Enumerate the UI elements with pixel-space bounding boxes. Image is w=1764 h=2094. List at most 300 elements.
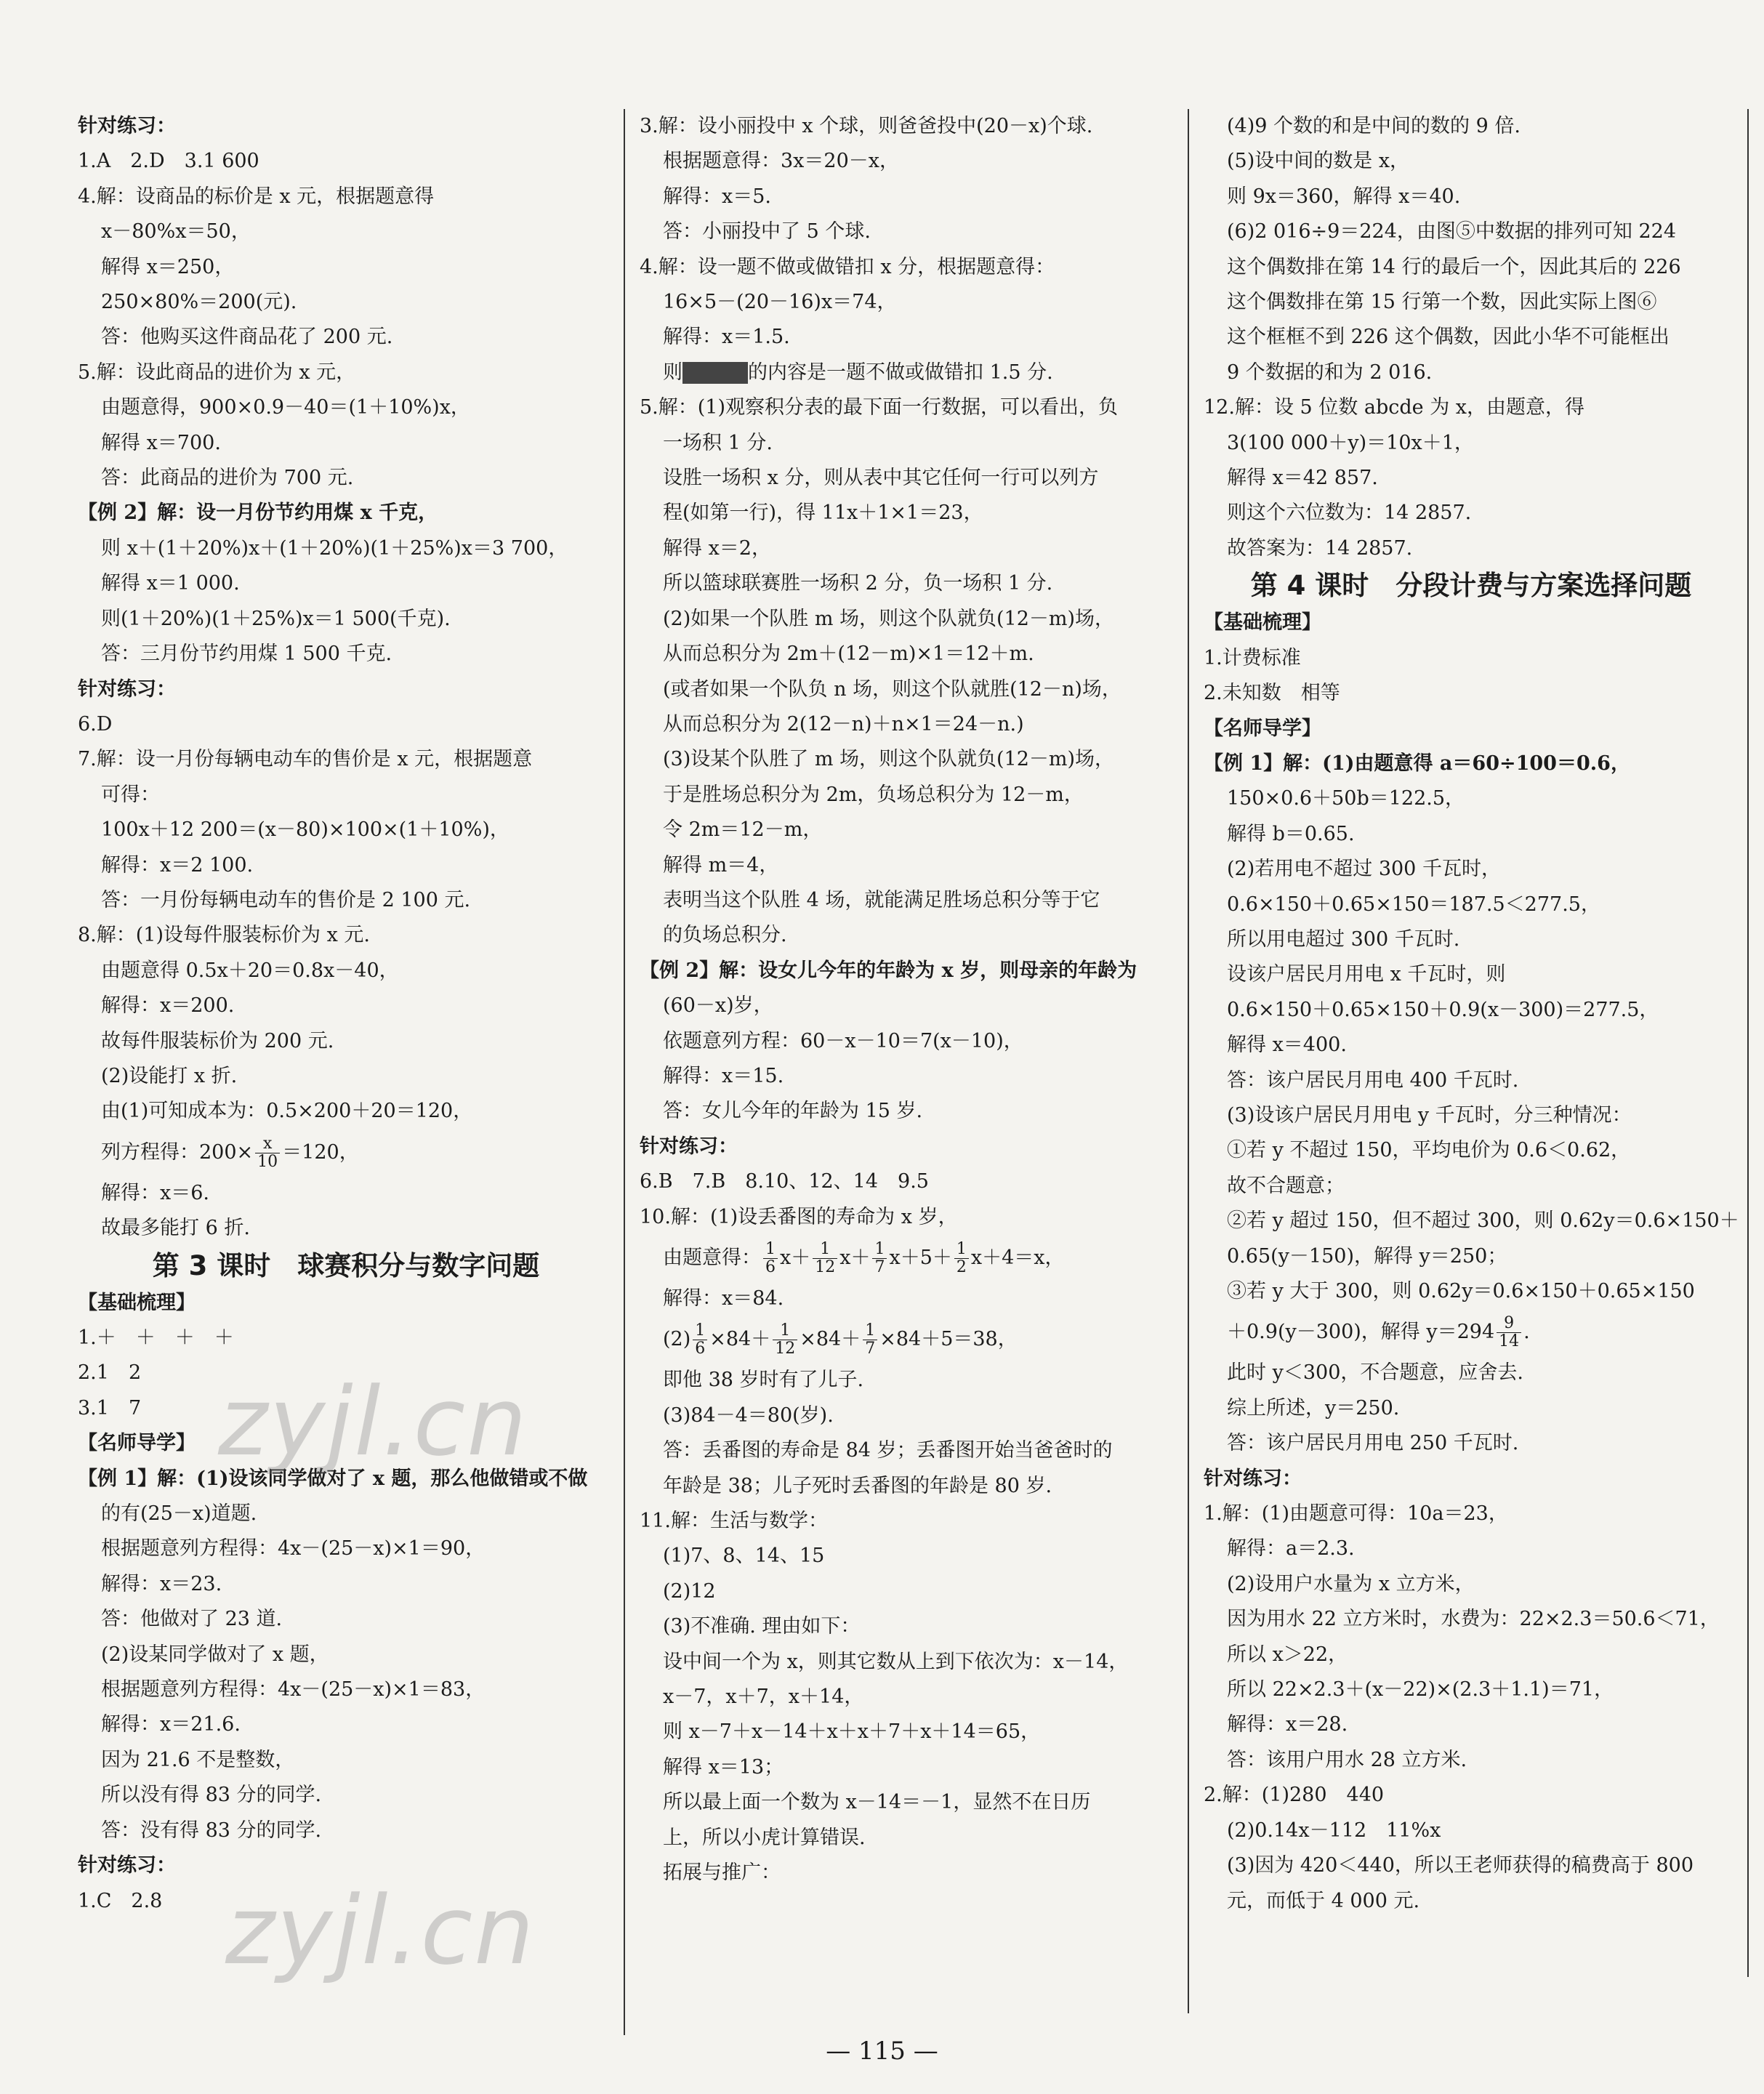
- text-line: [1204, 852, 1739, 887]
- text-segment: 拓展与推广：: [663, 1861, 781, 1885]
- text-line: [78, 602, 614, 637]
- text-segment: .: [1523, 1321, 1530, 1344]
- text-segment: 解得：x＝6.: [101, 1181, 209, 1204]
- text-segment: 故最多能打 6 折.: [101, 1217, 250, 1240]
- text-segment: 令 2m＝12－m，: [663, 818, 823, 842]
- text-segment: 1.A 2.D 3.1 600: [78, 150, 259, 173]
- text-line: [1204, 957, 1739, 992]
- text-segment: 解得：x＝21.6.: [101, 1713, 241, 1736]
- text-line: [78, 1059, 614, 1094]
- numerator: 1: [872, 1241, 887, 1259]
- text-line: [640, 390, 1176, 425]
- text-segment: 答：他购买这件商品花了 200 元.: [101, 326, 393, 349]
- text-segment: 【基础梳理】: [1204, 611, 1321, 635]
- text-segment: 解得：x＝15.: [663, 1064, 784, 1087]
- text-segment: 一场积 1 分.: [663, 431, 773, 454]
- text-line: [640, 1609, 1176, 1644]
- text-segment: 解得：x＝2 100.: [101, 853, 254, 877]
- text-segment: x－80%x＝50，: [101, 220, 251, 243]
- text-segment: 根据题意列方程得：4x－(25－x)×1＝90，: [101, 1537, 486, 1561]
- text-segment: 1.解：(1)由题意可得：10a＝23，: [1204, 1502, 1508, 1526]
- text-line: [78, 918, 614, 953]
- text-segment: x＋: [839, 1247, 871, 1269]
- text-line: [640, 1316, 1176, 1363]
- text-line: [1204, 922, 1739, 957]
- text-segment: ×84＋: [800, 1328, 861, 1351]
- subsection-label: [640, 954, 1176, 988]
- text-line: [78, 1602, 614, 1637]
- text-segment: ＋0.9(y－300)，解得 y＝294: [1227, 1321, 1495, 1344]
- text-segment: 因为 21.6 不是整数，: [101, 1748, 295, 1771]
- text-line: [640, 109, 1176, 144]
- text-segment: 针对练习：: [78, 1854, 176, 1877]
- text-line: [640, 988, 1176, 1023]
- text-segment: 11.解：生活与数学：: [640, 1510, 828, 1533]
- text-segment: 这个偶数排在第 14 行的最后一个，因此其后的 226: [1227, 255, 1681, 278]
- text-line: [78, 637, 614, 672]
- text-line: [78, 1094, 614, 1129]
- text-segment: 解得 x＝700.: [101, 431, 221, 454]
- subsection-label: [1204, 605, 1739, 640]
- text-segment: 4.解：设一题不做或做错扣 x 分，根据题意得：: [640, 255, 1055, 278]
- text-line: [640, 1645, 1176, 1680]
- text-segment: 的有(25－x)道题.: [101, 1502, 257, 1526]
- text-line: [640, 918, 1176, 953]
- text-line: [1204, 1638, 1739, 1672]
- section-heading: [78, 1247, 614, 1286]
- text-segment: (5)设中间的数是 x，: [1227, 150, 1410, 173]
- text-segment: 1.计费标准: [1204, 646, 1301, 669]
- text-line: [640, 778, 1176, 813]
- text-segment: 故每件服装标价为 200 元.: [101, 1029, 334, 1052]
- text-line: [78, 144, 614, 179]
- text-line: [1204, 109, 1739, 144]
- text-segment: 7.解：设一月份每辆电动车的售价是 x 元，根据题意: [78, 748, 533, 771]
- text-segment: 2.1 2: [78, 1361, 142, 1385]
- text-segment: 答：他做对了 23 道.: [101, 1608, 283, 1631]
- text-segment: 因为用水 22 立方米时，水费为：22×2.3＝50.6＜71，: [1227, 1608, 1720, 1631]
- text-segment: 解得 b＝0.65.: [1227, 822, 1355, 845]
- text-segment: 4.解：设商品的标价是 x 元，根据题意得: [78, 185, 435, 208]
- text-line: [78, 1778, 614, 1813]
- text-segment: 针对练习：: [78, 677, 176, 701]
- text-segment: 的负场总积分.: [663, 924, 787, 947]
- text-segment: 12.解：设 5 位数 abcde 为 x，由题意，得: [1204, 396, 1585, 419]
- text-line: [640, 461, 1176, 496]
- text-line: [1204, 993, 1739, 1028]
- right-column: [1204, 109, 1739, 1919]
- section-heading: [1204, 566, 1739, 605]
- fraction: [763, 1241, 778, 1276]
- text-line: [1204, 1567, 1739, 1602]
- text-line: [1204, 461, 1739, 496]
- text-segment: 所以没有得 83 分的同学.: [101, 1784, 322, 1807]
- text-segment: 针对练习：: [1204, 1467, 1302, 1490]
- text-line: [78, 707, 614, 742]
- text-line: [78, 1672, 614, 1707]
- text-line: [640, 742, 1176, 777]
- text-segment: ①若 y 不超过 150，平均电价为 0.6＜0.62，: [1227, 1139, 1631, 1162]
- text-line: [1204, 1274, 1739, 1309]
- text-line: [78, 1497, 614, 1531]
- text-line: [78, 1707, 614, 1742]
- text-segment: 答：该户居民月用电 400 千瓦时.: [1227, 1068, 1519, 1092]
- text-line: [78, 1567, 614, 1602]
- numerator: 1: [773, 1322, 797, 1340]
- page-number: — 115 —: [826, 2037, 938, 2066]
- text-line: [640, 1469, 1176, 1504]
- text-segment: 列方程得：200×: [101, 1140, 254, 1164]
- numerator: x: [255, 1135, 280, 1153]
- text-segment: 所以 22×2.3＋(x－22)×(2.3＋1.1)＝71，: [1227, 1678, 1614, 1702]
- text-line: [640, 1398, 1176, 1433]
- text-segment: 【例 2】解：设一月份节约用煤 x 千克，: [78, 502, 438, 525]
- text-line: [640, 566, 1176, 601]
- text-segment: 5.解：(1)观察积分表的最下面一行数据，可以看出，负: [640, 396, 1119, 419]
- text-line: [1204, 1239, 1739, 1274]
- text-line: [78, 954, 614, 988]
- text-line: [78, 250, 614, 285]
- text-segment: 则: [663, 361, 682, 384]
- text-segment: 【例 2】解：设女儿今年的年龄为 x 岁，则母亲的年龄为: [640, 959, 1137, 982]
- text-line: [78, 742, 614, 777]
- text-line: [78, 180, 614, 214]
- text-segment: 解得：x＝1.5.: [663, 326, 790, 349]
- subsection-label: [1204, 746, 1739, 781]
- text-line: [640, 1433, 1176, 1468]
- text-line: [1204, 1133, 1739, 1168]
- text-segment: 的内容是一题不做或做错扣 1.5 分.: [748, 361, 1053, 384]
- redacted-box: [682, 362, 748, 384]
- text-line: [640, 426, 1176, 461]
- text-segment: 答：没有得 83 分的同学.: [101, 1819, 322, 1842]
- text-line: [1204, 1672, 1739, 1707]
- text-segment: 答：丢番图的寿命是 84 岁；丢番图开始当爸爸时的: [663, 1439, 1113, 1462]
- numerator: 1: [763, 1241, 778, 1259]
- text-line: [1204, 496, 1739, 531]
- text-line: [78, 320, 614, 355]
- text-line: [640, 1750, 1176, 1785]
- text-segment: 9 个数据的和为 2 016.: [1227, 361, 1433, 384]
- text-segment: 3.1 7: [78, 1396, 142, 1420]
- text-segment: 答：一月份每辆电动车的售价是 2 100 元.: [101, 888, 471, 911]
- text-segment: 250×80%＝200(元).: [101, 291, 297, 314]
- denominator: 14: [1499, 1332, 1520, 1351]
- text-line: [1204, 180, 1739, 214]
- text-line: [1204, 1813, 1739, 1848]
- text-segment: (2)12: [663, 1579, 716, 1603]
- text-line: [640, 813, 1176, 847]
- text-line: [78, 1638, 614, 1672]
- text-segment: 针对练习：: [78, 115, 176, 137]
- text-line: [1204, 250, 1739, 285]
- text-line: [640, 883, 1176, 918]
- text-segment: (3)设某个队胜了 m 场，则这个队就负(12－m)场，: [663, 748, 1115, 771]
- fraction: [255, 1135, 280, 1171]
- text-line: [1204, 676, 1739, 711]
- numerator: 1: [863, 1322, 877, 1340]
- text-line: [1204, 1356, 1739, 1390]
- text-line: [1204, 531, 1739, 566]
- text-line: [1204, 1169, 1739, 1204]
- text-segment: 所以最上面一个数为 x－14＝－1，显然不在日历: [663, 1791, 1091, 1814]
- text-segment: ②若 y 超过 150，但不超过 300，则 0.62y＝0.6×150＋: [1227, 1209, 1739, 1233]
- text-segment: 解得：x＝200.: [101, 994, 235, 1018]
- text-segment: 100x＋12 200＝(x－80)×100×(1＋10%)，: [101, 818, 510, 842]
- text-line: [78, 390, 614, 425]
- text-line: [1204, 1602, 1739, 1637]
- text-line: [1204, 1204, 1739, 1239]
- text-segment: 【例 1】解：(1)由题意得 a＝60÷100＝0.6，: [1204, 752, 1630, 775]
- subsection-label: [1204, 1462, 1739, 1497]
- text-segment: 可得：: [101, 783, 160, 806]
- text-segment: 综上所述，y＝250.: [1227, 1396, 1400, 1420]
- text-segment: 所以 x＞22，: [1227, 1643, 1348, 1666]
- text-segment: 答：此商品的进价为 700 元.: [101, 467, 354, 490]
- text-segment: 由题意得，900×0.9－40＝(1＋10%)x，: [101, 396, 470, 419]
- text-line: [78, 1531, 614, 1566]
- text-segment: (3)不准确. 理由如下：: [663, 1615, 861, 1638]
- text-segment: 解得 x＝400.: [1227, 1034, 1347, 1057]
- text-line: [1204, 144, 1739, 179]
- text-segment: (或者如果一个队负 n 场，则这个队就胜(12－n)场，: [663, 677, 1121, 701]
- fraction: [954, 1241, 969, 1276]
- text-line: [640, 1164, 1176, 1199]
- left-column: [78, 109, 614, 1919]
- text-line: [1204, 817, 1739, 852]
- text-segment: 解得：x＝84.: [663, 1287, 784, 1310]
- text-line: [1204, 1497, 1739, 1531]
- text-line: [640, 1821, 1176, 1856]
- text-segment: (2)如果一个队胜 m 场，则这个队就负(12－m)场，: [663, 607, 1115, 630]
- text-line: [640, 1715, 1176, 1749]
- text-line: [78, 1211, 614, 1246]
- denominator: 7: [865, 1340, 876, 1358]
- text-segment: 从而总积分为 2m＋(12－m)×1＝12＋m.: [663, 643, 1034, 666]
- text-segment: 所以用电超过 300 千瓦时.: [1227, 927, 1460, 951]
- denominator: 12: [815, 1258, 836, 1276]
- text-segment: 10.解：(1)设丢番图的寿命为 x 岁，: [640, 1205, 958, 1228]
- text-line: [78, 988, 614, 1023]
- text-segment: 解得 x＝2，: [663, 536, 771, 560]
- denominator: 2: [956, 1258, 967, 1276]
- middle-column: [640, 109, 1176, 1891]
- text-segment: 3.解：设小丽投中 x 个球，则爸爸投中(20－x)个球.: [640, 115, 1093, 137]
- text-segment: 8.解：(1)设每件服装标价为 x 元.: [78, 924, 370, 947]
- text-segment: x＋4＝x，: [970, 1247, 1065, 1269]
- text-line: [78, 461, 614, 496]
- text-segment: 则(1＋20%)(1＋25%)x＝1 500(千克).: [101, 607, 451, 630]
- subsection-label: [78, 1286, 614, 1321]
- text-line: [1204, 641, 1739, 676]
- text-line: [640, 214, 1176, 249]
- text-line: [78, 1743, 614, 1778]
- fraction: [1497, 1315, 1521, 1350]
- text-line: [640, 1059, 1176, 1094]
- text-segment: 【基础梳理】: [78, 1291, 196, 1314]
- text-segment: 设中间一个为 x，则其它数从上到下依次为：x－14，: [663, 1650, 1129, 1673]
- text-segment: 0.6×150＋0.65×150＋0.9(x－300)＝277.5，: [1227, 998, 1659, 1021]
- text-segment: x－7，x＋7，x＋14，: [663, 1686, 864, 1709]
- text-segment: 于是胜场总积分为 2m，负场总积分为 12－m，: [663, 783, 1084, 806]
- text-segment: 由(1)可知成本为：0.5×200＋20＝120，: [101, 1100, 473, 1123]
- denominator: 6: [765, 1258, 776, 1276]
- text-segment: 则这个六位数为：14 2857.: [1227, 502, 1472, 525]
- text-line: [78, 1129, 614, 1176]
- denominator: 10: [257, 1152, 278, 1171]
- fraction: [872, 1241, 887, 1276]
- text-segment: 0.65(y－150)，解得 y＝250；: [1227, 1244, 1507, 1268]
- text-line: [78, 355, 614, 390]
- text-segment: (1)7、8、14、15: [663, 1545, 825, 1568]
- text-segment: 由题意得 0.5x＋20＝0.8x－40，: [101, 959, 399, 982]
- text-line: [1204, 1778, 1739, 1813]
- text-line: [78, 848, 614, 883]
- text-segment: 所以篮球联赛胜一场积 2 分，负一场积 1 分.: [663, 572, 1053, 595]
- text-segment: 解得 x＝42 857.: [1227, 467, 1378, 490]
- text-line: [640, 1574, 1176, 1609]
- text-line: [1204, 1848, 1739, 1883]
- text-line: [640, 637, 1176, 672]
- text-line: [78, 285, 614, 320]
- text-segment: 【名师导学】: [78, 1432, 196, 1455]
- subsection-label: [78, 496, 614, 531]
- denominator: 7: [874, 1258, 885, 1276]
- text-segment: 针对练习：: [640, 1135, 738, 1158]
- numerator: 1: [693, 1322, 707, 1340]
- text-line: [640, 672, 1176, 707]
- text-line: [78, 1024, 614, 1059]
- text-line: [640, 250, 1176, 285]
- text-segment: 答：该用户用水 28 立方米.: [1227, 1748, 1467, 1771]
- text-line: [640, 1539, 1176, 1574]
- text-line: [78, 566, 614, 601]
- subsection-label: [78, 1426, 614, 1461]
- text-line: [78, 1356, 614, 1390]
- text-segment: 则 x＋(1＋20%)x＋(1＋20%)(1＋25%)x＝3 700，: [101, 536, 568, 560]
- text-line: [78, 1884, 614, 1919]
- column-divider-right: [1188, 109, 1189, 2013]
- text-segment: 这个偶数排在第 15 行第一个数，因此实际上图⑥: [1227, 291, 1657, 314]
- text-segment: 根据题意得：3x＝20－x，: [663, 150, 899, 173]
- text-line: [1204, 1391, 1739, 1426]
- text-line: [1204, 285, 1739, 320]
- text-line: [640, 496, 1176, 531]
- text-line: [78, 1391, 614, 1426]
- text-segment: 答：三月份节约用煤 1 500 千克.: [101, 643, 392, 666]
- text-segment: 5.解：设此商品的进价为 x 元，: [78, 361, 356, 384]
- text-segment: 故不合题意；: [1227, 1174, 1345, 1197]
- text-segment: 解得 x＝13；: [663, 1755, 784, 1779]
- text-line: [1204, 1309, 1739, 1356]
- text-segment: 0.6×150＋0.65×150＝187.5＜277.5，: [1227, 893, 1600, 916]
- text-line: [1204, 320, 1739, 355]
- text-line: [1204, 1531, 1739, 1566]
- text-segment: 6.B 7.B 8.10、12、14 9.5: [640, 1170, 929, 1193]
- subsection-label: [78, 1462, 614, 1497]
- text-line: [640, 531, 1176, 566]
- text-segment: 表明当这个队胜 4 场，就能满足胜场总积分等于它: [663, 888, 1100, 911]
- text-segment: 解得：x＝5.: [663, 185, 771, 208]
- text-line: [640, 180, 1176, 214]
- text-segment: 故答案为：14 2857.: [1227, 536, 1413, 560]
- text-line: [640, 1024, 1176, 1059]
- text-segment: 解得：a＝2.3.: [1227, 1537, 1355, 1561]
- text-segment: 从而总积分为 2(12－n)＋n×1＝24－n.): [663, 712, 1024, 736]
- text-segment: 1.＋ ＋ ＋ ＋: [78, 1326, 234, 1349]
- text-line: [78, 1321, 614, 1356]
- text-segment: 2.解：(1)280 440: [1204, 1784, 1385, 1807]
- numerator: 9: [1497, 1315, 1521, 1333]
- watermark: zyjl.cn: [218, 1366, 528, 1477]
- text-segment: 2.未知数 相等: [1204, 682, 1340, 705]
- text-segment: 解得 m＝4，: [663, 853, 779, 877]
- text-segment: 第 4 课时 分段计费与方案选择问题: [1250, 570, 1692, 602]
- watermark: zyjl.cn: [225, 1875, 536, 1986]
- text-segment: 1.C 2.8: [78, 1889, 163, 1912]
- text-line: [1204, 781, 1739, 816]
- text-segment: 【例 1】解：(1)设该同学做对了 x 题，那么他做错或不做: [78, 1467, 588, 1490]
- text-line: [78, 531, 614, 566]
- text-line: [640, 285, 1176, 320]
- text-segment: ×84＋: [709, 1328, 771, 1351]
- column-divider-left: [624, 109, 625, 2035]
- subsection-label: [1204, 712, 1739, 746]
- text-line: [1204, 390, 1739, 425]
- text-line: [1204, 1884, 1739, 1919]
- subsection-label: [78, 109, 614, 144]
- text-line: [1204, 1028, 1739, 1063]
- text-line: [1204, 1426, 1739, 1461]
- text-segment: (2)设某同学做对了 x 题，: [101, 1643, 329, 1666]
- text-line: [78, 778, 614, 813]
- text-line: [1204, 1063, 1739, 1098]
- text-line: [640, 1094, 1176, 1129]
- text-line: [78, 214, 614, 249]
- subsection-label: [640, 1129, 1176, 1164]
- text-segment: 答：小丽投中了 5 个球.: [663, 220, 871, 243]
- text-line: [640, 1785, 1176, 1820]
- text-segment: (3)设该户居民月用电 y 千瓦时，分三种情况：: [1227, 1103, 1632, 1127]
- text-segment: (3)84－4＝80(岁).: [663, 1404, 834, 1427]
- text-segment: 解得：x＝28.: [1227, 1713, 1348, 1736]
- text-segment: (6)2 016÷9＝224，由图⑤中数据的排列可知 224: [1227, 220, 1676, 243]
- text-line: [1204, 426, 1739, 461]
- text-segment: (3)因为 420＜440，所以王老师获得的稿费高于 800: [1227, 1854, 1694, 1877]
- subsection-label: [78, 672, 614, 707]
- text-segment: (4)9 个数的和是中间的数的 9 倍.: [1227, 115, 1521, 137]
- numerator: 1: [813, 1241, 837, 1259]
- text-segment: 150×0.6＋50b＝122.5，: [1227, 787, 1465, 810]
- text-segment: x＋5＋: [889, 1247, 952, 1269]
- page-right-border: [1747, 109, 1749, 1977]
- text-line: [1204, 1707, 1739, 1742]
- text-line: [640, 1680, 1176, 1715]
- numerator: 1: [954, 1241, 969, 1259]
- text-line: [640, 848, 1176, 883]
- text-segment: (2)设用户水量为 x 立方米，: [1227, 1572, 1475, 1595]
- text-segment: 16×5－(20－16)x＝74，: [663, 291, 897, 314]
- text-segment: 年龄是 38；儿子死时丢番图的年龄是 80 岁.: [663, 1474, 1052, 1497]
- text-line: [640, 144, 1176, 179]
- subsection-label: [78, 1848, 614, 1883]
- text-segment: 元，而低于 4 000 元.: [1227, 1889, 1420, 1912]
- text-line: [640, 1281, 1176, 1316]
- fraction: [813, 1241, 837, 1276]
- text-segment: 解得 x＝1 000.: [101, 572, 240, 595]
- text-segment: ＝120，: [282, 1140, 359, 1164]
- text-line: [78, 1176, 614, 1211]
